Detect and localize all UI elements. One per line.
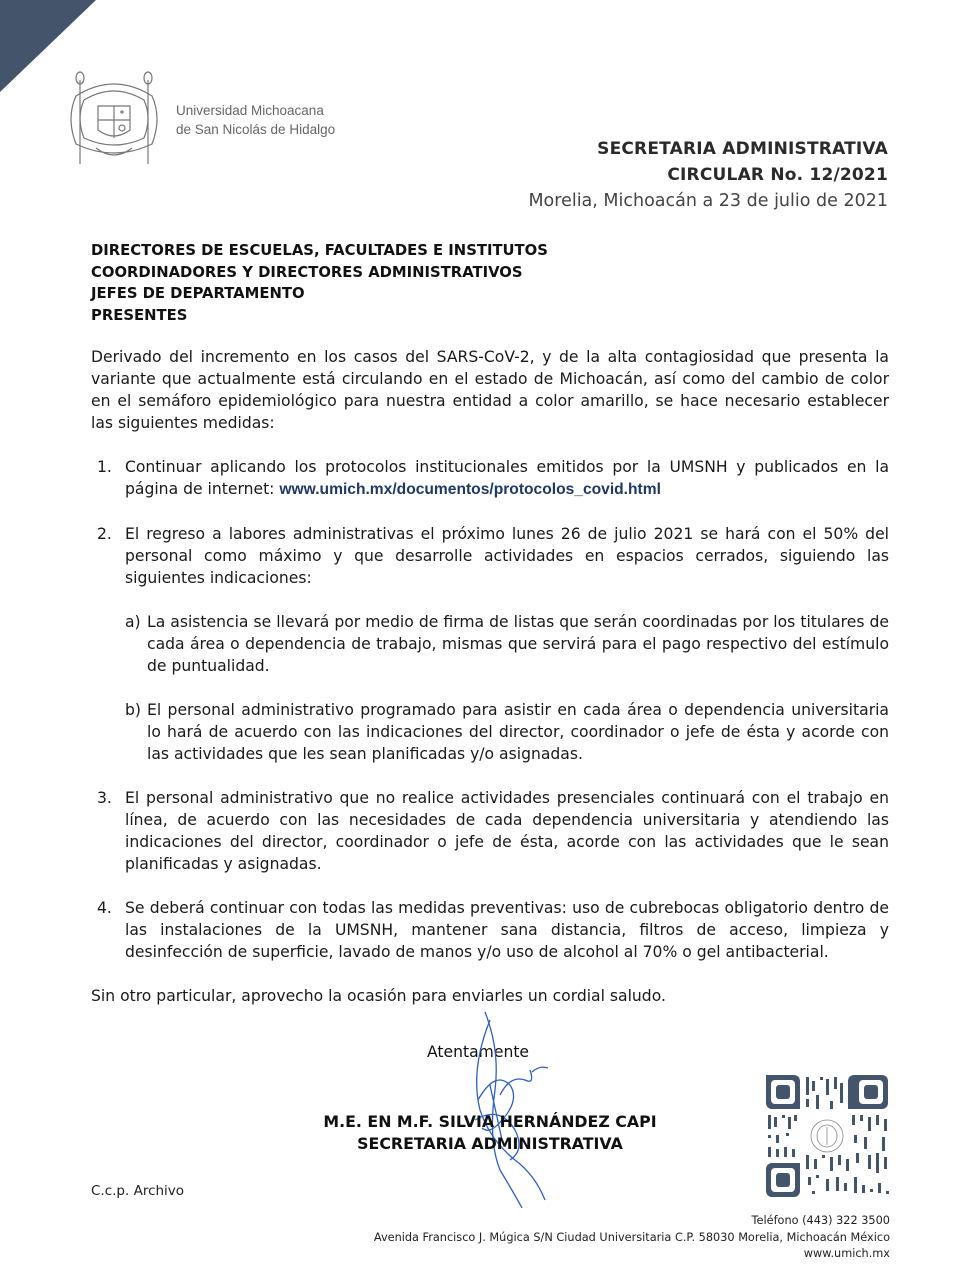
- list-text: Se deberá continuar con todas las medidas preventivas: uso de cubrebocas obligatorio dentro de las instalaciones de la UMSNH, mantener sana distancia, filtros de acceso, limpieza y desinfección de superficie, lavado de manos y/o uso de alcohol al 70% o gel antibacterial.: [125, 899, 889, 961]
- letter-body: [91, 346, 889, 1007]
- protocols-link[interactable]: www.umich.mx/documentos/protocolos_covid.html: [279, 481, 661, 498]
- addressees: [91, 240, 548, 327]
- signer-block: [300, 1111, 680, 1155]
- list-item: [91, 897, 889, 963]
- list-text-content: Continuar aplicando los protocolos institucionales emitidos por la UMSNH y publicados en la página de internet:: [125, 458, 889, 498]
- university-name-line1: Universidad Michoacana: [176, 103, 324, 118]
- sub-list-text: La asistencia se llevará por medio de firma de listas que serán coordinadas por los titulares de cada área o dependencia de trabajo, mismas que servirá para el pago respectivo del estímulo de puntualidad.: [147, 613, 889, 675]
- addressee-line: DIRECTORES DE ESCUELAS, FACULTADES E INSTITUTOS: [91, 242, 548, 259]
- list-text: El personal administrativo que no realice actividades presenciales continuará con el trabajo en línea, de acuerdo con las necesidades de cada dependencia universitaria y atendiendo las indicaciones del director, coordinador o jefe de ésta, acorde con las actividades que le sean planificadas y asignadas.: [125, 789, 889, 873]
- addressee-line: COORDINADORES Y DIRECTORES ADMINISTRATIVOS: [91, 263, 523, 281]
- salutation: Atentamente: [427, 1043, 530, 1061]
- page-footer: [374, 1213, 890, 1263]
- signer-name: M.E. EN M.F. SILVIA HERNÁNDEZ CAPI: [323, 1112, 657, 1131]
- intro-paragraph: Derivado del incremento en los casos del SARS-CoV-2, y de la alta contagiosidad que presenta la variante que actualmente está circulando en el estado de Michoacán, así como del cambio de color en el semáforo epidemiológico para nuestra entidad a color amarillo, se hace necesario establecer las siguientes medidas:: [91, 348, 889, 432]
- sub-list-letter: b): [125, 701, 141, 719]
- list-text: [125, 456, 889, 501]
- handwritten-signature-icon: [440, 1010, 580, 1210]
- sub-list-item: [125, 699, 889, 765]
- sub-list-letter: a): [125, 613, 141, 631]
- list-text-content: El regreso a labores administrativas el próximo lunes 26 de julio 2021 se hará con el 50% del personal como máximo y que desarrolle actividades en espacios cerrados, siguiendo las siguientes indicaciones:: [125, 525, 889, 587]
- university-crest-icon: [62, 66, 166, 170]
- circular-number: CIRCULAR No. 12/2021: [667, 165, 888, 185]
- sub-list-item: [125, 611, 889, 677]
- signer-title: SECRETARIA ADMINISTRATIVA: [357, 1134, 623, 1153]
- sub-list-text: El personal administrativo programado para asistir en cada área o dependencia universitaria lo hará de acuerdo con las indicaciones del director, coordinador o jefe de ésta y acorde con las actividades que les sean planificadas y/o asignadas.: [147, 701, 889, 763]
- list-number: 3.: [97, 789, 112, 807]
- university-name-line2: de San Nicolás de Hidalgo: [176, 122, 336, 137]
- footer-website[interactable]: www.umich.mx: [803, 1247, 890, 1260]
- document-header: [528, 136, 888, 215]
- department-title: SECRETARIA ADMINISTRATIVA: [597, 139, 888, 159]
- addressee-line: PRESENTES: [91, 307, 188, 325]
- qr-code-icon[interactable]: [764, 1073, 890, 1199]
- place-date: Morelia, Michoacán a 23 de julio de 2021: [528, 191, 888, 211]
- university-name: [176, 101, 335, 139]
- list-item: [91, 523, 889, 765]
- addressee-line: JEFES DE DEPARTAMENTO: [91, 285, 305, 303]
- footer-address: Avenida Francisco J. Múgica S/N Ciudad Universitaria C.P. 58030 Morelia, Michoacán México: [373, 1230, 890, 1244]
- list-item: [91, 456, 889, 501]
- list-item: [91, 787, 889, 875]
- footer-phone: Teléfono (443) 322 3500: [751, 1214, 890, 1227]
- ccp-note: C.c.p. Archivo: [91, 1183, 185, 1199]
- list-number: 4.: [97, 899, 112, 917]
- list-text: [125, 523, 889, 765]
- closing-paragraph: Sin otro particular, aprovecho la ocasión para enviarles un cordial saludo.: [91, 987, 666, 1005]
- list-number: 1.: [97, 458, 112, 476]
- list-number: 2.: [97, 525, 112, 543]
